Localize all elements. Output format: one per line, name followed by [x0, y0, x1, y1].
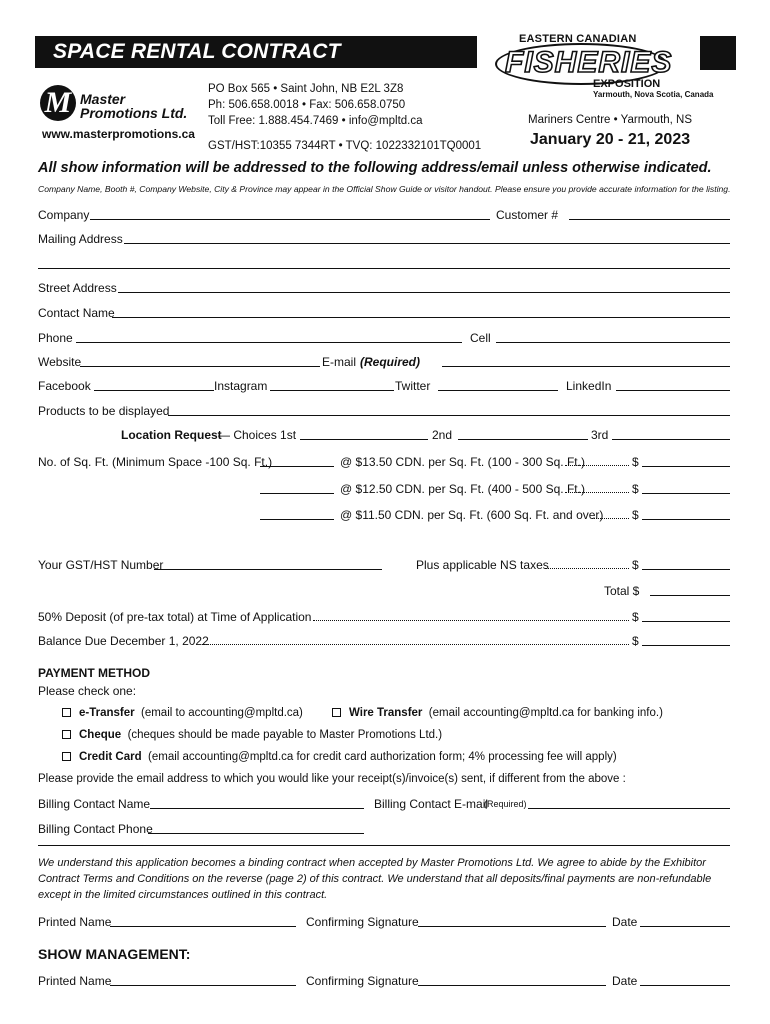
credit-label: Credit Card	[79, 751, 142, 763]
section-divider	[38, 845, 730, 846]
sqft-label: No. of Sq. Ft. (Minimum Space -100 Sq. Ft.)	[38, 455, 273, 469]
company-address: PO Box 565 • Saint John, NB E2L 3Z8	[208, 83, 404, 95]
cell-label: Cell	[470, 331, 491, 345]
event-venue: Mariners Centre • Yarmouth, NS	[528, 114, 693, 126]
etransfer-note: (email to accounting@mpltd.ca)	[141, 707, 303, 719]
second-label: 2nd	[432, 428, 453, 442]
email-field[interactable]	[442, 366, 730, 367]
balance-dollar: $	[632, 634, 639, 648]
mgmt-confirming-signature-label: Confirming Signature	[306, 974, 419, 988]
rate-2-amount[interactable]	[642, 493, 730, 494]
check-one-label: Please check one:	[38, 684, 137, 698]
rate-3-label: @ $11.50 CDN. per Sq. Ft. (600 Sq. Ft. and over)	[340, 508, 604, 522]
billing-row	[38, 796, 730, 812]
mgmt-printed-name-label: Printed Name	[38, 974, 112, 988]
event-logo-top: EASTERN CANADIAN	[519, 33, 637, 45]
show-management-heading: SHOW MANAGEMENT:	[38, 946, 191, 962]
location-choice-3[interactable]	[612, 439, 730, 440]
gst-row	[38, 557, 730, 573]
credit-option[interactable]	[62, 749, 617, 765]
contact-row	[38, 305, 730, 321]
street-field[interactable]	[118, 292, 730, 293]
balance-amount[interactable]	[642, 645, 730, 646]
etransfer-label: e-Transfer	[79, 707, 135, 719]
rate-1-dollar: $	[632, 455, 639, 469]
sqft-field-1[interactable]	[260, 466, 334, 467]
ns-taxes-leader	[545, 568, 629, 569]
billing-email-field[interactable]	[528, 808, 730, 809]
receipt-row	[38, 771, 730, 787]
confirming-signature-label: Confirming Signature	[306, 915, 419, 929]
rate-row-2	[38, 481, 730, 497]
payment-row-3	[38, 749, 730, 765]
company-field[interactable]	[90, 219, 490, 220]
corner-block	[700, 36, 736, 70]
sqft-field-2[interactable]	[260, 493, 334, 494]
rate-3-amount[interactable]	[642, 519, 730, 520]
instagram-field[interactable]	[270, 390, 394, 391]
instagram-label: Instagram	[214, 379, 268, 393]
linkedin-field[interactable]	[616, 390, 730, 391]
location-choice-1[interactable]	[300, 439, 428, 440]
facebook-label: Facebook	[38, 379, 91, 393]
twitter-label: Twitter	[395, 379, 431, 393]
facebook-field[interactable]	[94, 390, 214, 391]
receipt-note: Please provide the email address to which you would like your receipt(s)/invoice(s) sent, if different from the above :	[38, 773, 626, 785]
location-label: Location Request	[121, 428, 222, 442]
third-label: 3rd	[591, 428, 609, 442]
printed-name-field[interactable]	[110, 926, 296, 927]
street-label: Street Address	[38, 281, 117, 295]
total-amount[interactable]	[650, 595, 730, 596]
billing-phone-row	[38, 821, 730, 837]
rate-1-leader	[565, 465, 629, 466]
mailing-field-2[interactable]	[38, 268, 730, 269]
company-gst: GST/HST:10355 7344RT • TVQ: 1022332101TQ0001	[208, 140, 482, 152]
balance-label: Balance Due December 1, 2022	[38, 634, 209, 648]
listing-note: Company Name, Booth #, Company Website, City & Province may appear in the Official Show Guide or visitor handout. Please ensure you provide accurate information for the listing.	[38, 184, 731, 194]
date-label: Date	[612, 915, 638, 929]
website-field[interactable]	[80, 366, 320, 367]
date-field[interactable]	[640, 926, 730, 927]
deposit-label: 50% Deposit (of pre-tax total) at Time of Application	[38, 610, 312, 624]
etransfer-option[interactable]	[62, 705, 303, 721]
event-logo-place: Yarmouth, Nova Scotia, Canada	[593, 90, 714, 99]
event-logo-sub: EXPOSITION	[593, 78, 661, 90]
linkedin-label: LinkedIn	[566, 379, 612, 393]
check-one-row	[38, 683, 730, 699]
mgmt-confirming-signature-field[interactable]	[418, 985, 606, 986]
products-row	[38, 403, 730, 419]
products-field[interactable]	[168, 415, 730, 416]
rate-2-dollar: $	[632, 482, 639, 496]
wire-option[interactable]	[332, 705, 663, 721]
location-row	[38, 427, 730, 443]
company-label: Company	[38, 208, 90, 222]
rate-row-1	[38, 454, 730, 470]
contract-title: SPACE RENTAL CONTRACT	[35, 36, 477, 68]
products-label: Products to be displayed	[38, 404, 170, 418]
sqft-field-3[interactable]	[260, 519, 334, 520]
cheque-checkbox[interactable]	[62, 730, 71, 739]
email-required: (Required)	[360, 355, 420, 369]
cheque-label: Cheque	[79, 729, 122, 741]
confirming-signature-field[interactable]	[418, 926, 606, 927]
billing-email-required: (Required)	[484, 799, 527, 809]
rate-2-leader	[565, 492, 629, 493]
company-website: www.masterpromotions.ca	[42, 127, 195, 141]
cheque-note: (cheques should be made payable to Master Promotions Ltd.)	[127, 729, 443, 741]
cell-field[interactable]	[496, 342, 730, 343]
mailing-row	[38, 231, 730, 247]
balance-row	[38, 633, 730, 649]
ns-taxes-dollar: $	[632, 558, 639, 572]
credit-note: (email accounting@mpltd.ca for credit card authorization form; 4% processing fee will apply)	[148, 751, 617, 763]
billing-name-label: Billing Contact Name	[38, 797, 151, 811]
company-phone-fax: Ph: 506.658.0018 • Fax: 506.658.0750	[208, 99, 406, 111]
contact-field[interactable]	[112, 317, 730, 318]
logo-line-2: Promotions Ltd.	[80, 105, 188, 121]
twitter-field[interactable]	[438, 390, 558, 391]
gst-number-field[interactable]	[154, 569, 382, 570]
billing-phone-field[interactable]	[148, 833, 364, 834]
agreement-text: We understand this application becomes a binding contract when accepted by Master Promotions Ltd. We agree to abide by the Exhibitor Contract Terms and Conditions on the reverse (page 2) of this contract. We understand that all deposits/final payments are non-refundable except in the limited circumstances outlined in this contract.	[38, 857, 712, 901]
rate-3-dollar: $	[632, 508, 639, 522]
contact-label: Contact Name	[38, 306, 115, 320]
event-dates: January 20 - 21, 2023	[530, 131, 691, 148]
email-label: E-mail	[322, 355, 357, 369]
master-promotions-logo-icon: M	[40, 85, 76, 121]
wire-checkbox[interactable]	[332, 708, 341, 717]
cheque-option[interactable]	[62, 727, 442, 743]
rate-1-label: @ $13.50 CDN. per Sq. Ft. (100 - 300 Sq. Ft.)	[340, 455, 585, 469]
address-notice: All show information will be addressed to the following address/email unless otherwise indicated.	[38, 160, 712, 176]
phone-row	[38, 330, 730, 346]
company-tollfree: Toll Free: 1.888.454.7469 • info@mpltd.ca	[208, 115, 423, 127]
mgmt-printed-name-field[interactable]	[110, 985, 296, 986]
deposit-leader	[313, 620, 629, 621]
payment-heading-row	[38, 665, 730, 681]
mailing-field[interactable]	[124, 243, 730, 244]
deposit-dollar: $	[632, 610, 639, 624]
payment-heading: PAYMENT METHOD	[38, 666, 151, 680]
phone-field[interactable]	[76, 342, 462, 343]
payment-row-2	[38, 727, 730, 743]
ns-taxes-label: Plus applicable NS taxes	[416, 558, 549, 572]
management-signature-row	[38, 973, 730, 989]
signature-row	[38, 914, 730, 930]
street-row	[38, 280, 730, 296]
choices-label: — Choices 1st	[218, 428, 297, 442]
mailing-label: Mailing Address	[38, 232, 123, 246]
billing-name-field[interactable]	[150, 808, 364, 809]
credit-checkbox[interactable]	[62, 752, 71, 761]
company-logo-text	[80, 92, 187, 120]
logo-line-1: Master	[80, 91, 126, 107]
company-row	[38, 207, 730, 223]
total-row	[38, 583, 730, 599]
balance-leader	[202, 644, 629, 645]
customer-field[interactable]	[569, 219, 730, 220]
deposit-amount[interactable]	[642, 621, 730, 622]
rate-row-3	[38, 507, 730, 523]
mgmt-date-label: Date	[612, 974, 638, 988]
event-logo-name: FISHERIES	[505, 46, 673, 79]
mgmt-date-field[interactable]	[640, 985, 730, 986]
location-choice-2[interactable]	[458, 439, 588, 440]
printed-name-label: Printed Name	[38, 915, 112, 929]
ns-taxes-amount[interactable]	[642, 569, 730, 570]
company-contact-info	[208, 81, 423, 129]
rate-2-label: @ $12.50 CDN. per Sq. Ft. (400 - 500 Sq. Ft.)	[340, 482, 585, 496]
rate-1-amount[interactable]	[642, 466, 730, 467]
billing-phone-label: Billing Contact Phone	[38, 822, 153, 836]
etransfer-checkbox[interactable]	[62, 708, 71, 717]
wire-note: (email accounting@mpltd.ca for banking info.)	[428, 707, 663, 719]
deposit-row	[38, 609, 730, 625]
phone-label: Phone	[38, 331, 73, 345]
customer-label: Customer #	[496, 208, 559, 222]
payment-row-1	[38, 705, 730, 721]
website-label: Website	[38, 355, 82, 369]
gst-number-label: Your GST/HST Number	[38, 558, 164, 572]
wire-label: Wire Transfer	[349, 707, 423, 719]
social-row	[38, 378, 730, 394]
mailing-row-2	[38, 256, 730, 272]
website-row	[38, 354, 730, 370]
total-label: Total $	[604, 584, 640, 598]
billing-email-label: Billing Contact E-mail	[374, 797, 489, 811]
rate-3-leader	[592, 518, 629, 519]
